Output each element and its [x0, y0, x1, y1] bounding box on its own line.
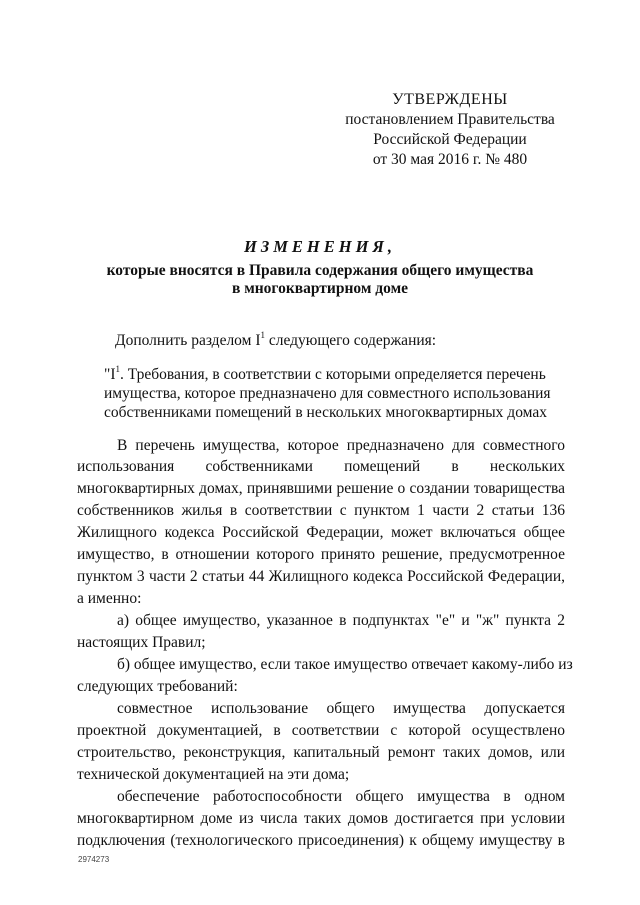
intro-text: следующего содержания: — [264, 332, 437, 349]
body-line: следующих требований: — [77, 678, 238, 695]
body-line: б) общее имущество, если такое имущество отвечает какому-либо из — [117, 656, 573, 673]
body-line: а) общее имущество, указанное в подпунктах "е" и "ж" пункта 2 — [117, 612, 565, 629]
body-line: многоквартирном доме из числа таких домов достигается при условии — [77, 810, 565, 827]
body-line: а именно: — [77, 590, 142, 607]
intro-text: Дополнить разделом I — [115, 332, 261, 349]
section-heading — [104, 365, 546, 385]
approval-line: Российской Федерации — [373, 131, 527, 148]
superscript: 1 — [260, 330, 265, 340]
document-number: 2974273 — [78, 855, 110, 864]
approval-date-number: от 30 мая 2016 г. № 480 — [372, 151, 528, 168]
body-line: настоящих Правил; — [77, 634, 206, 651]
section-heading-text: "I — [104, 366, 116, 383]
approval-stamp — [340, 90, 560, 170]
document-subtitle: в многоквартирном доме — [231, 280, 409, 297]
body-line: многоквартирных домах, принявшими решение о создании товарищества — [77, 480, 565, 497]
body-line: совместное использование общего имущества допускается — [117, 700, 565, 717]
body-line: имущество, в отношении которого принято решение, предусмотренное — [77, 546, 565, 563]
section-heading-line: имущества, которое предназначено для совместного использования — [104, 385, 551, 402]
body-line: строительство, реконструкция, капитальный ремонт таких домов, или — [77, 744, 565, 761]
body-line: использования собственниками помещений в нескольких — [77, 458, 565, 475]
body-line: технической документацией на эти дома; — [77, 766, 350, 783]
intro-paragraph — [115, 331, 436, 351]
superscript: 1 — [115, 364, 120, 374]
approval-title: УТВЕРЖДЕНЫ — [392, 91, 508, 108]
body-line: Жилищного кодекса Российской Федерации, может включаться общее — [77, 524, 565, 541]
body-line: подключения (технологического присоединения) к общему имуществу в — [77, 832, 565, 849]
body-line: В перечень имущества, которое предназначено для совместного — [117, 437, 565, 454]
approval-line: постановлением Правительства — [345, 111, 555, 128]
body-line: пунктом 3 части 2 статьи 44 Жилищного кодекса Российской Федерации, — [77, 568, 565, 585]
document-subtitle: которые вносятся в Правила содержания общего имущества — [106, 262, 534, 279]
body-line: обеспечение работоспособности общего имущества в одном — [117, 788, 565, 805]
section-heading-line: собственниками помещений в нескольких многоквартирных домах — [104, 404, 547, 421]
document-title: ИЗМЕНЕНИЯ, — [244, 237, 396, 256]
body-line: проектной документацией, в соответствии с которой осуществлено — [77, 722, 565, 739]
section-heading-text: . Требования, в соответствии с которыми определяется перечень — [120, 366, 546, 383]
body-line: собственников жилья в соответствии с пунктом 1 части 2 статьи 136 — [77, 502, 565, 519]
